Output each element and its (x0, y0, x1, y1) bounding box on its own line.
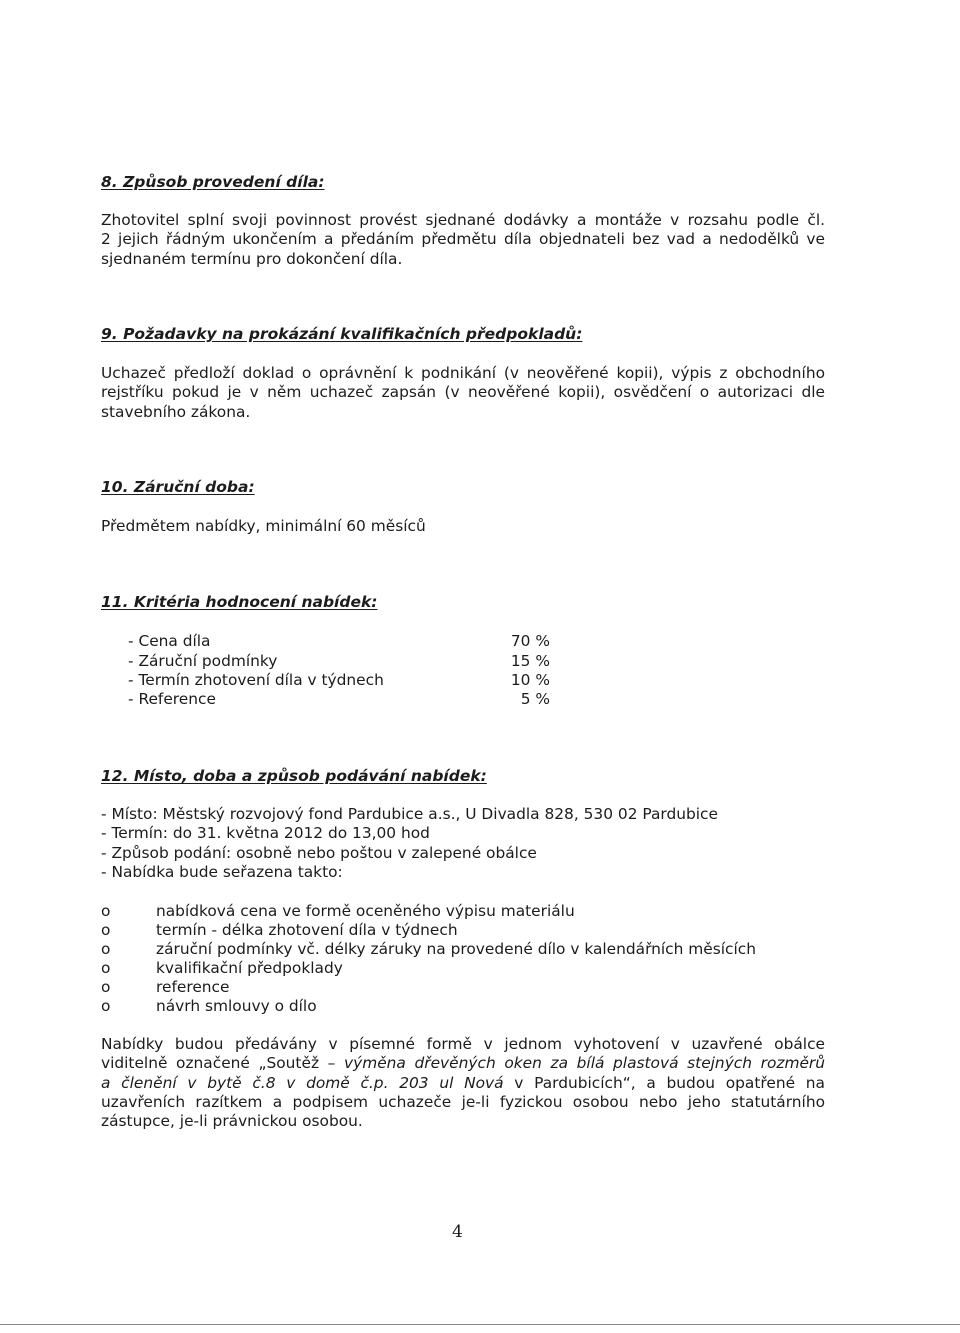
criterion-label: - Termín zhotovení díla v týdnech (128, 671, 384, 689)
instructions-text: viditelně označené „Soutěž – (101, 1054, 344, 1073)
list-item-text: záruční podmínky vč. délky záruky na provedené dílo v kalendářních měsících (156, 940, 757, 958)
section-10-text: Předmětem nabídky, minimální 60 měsíců (101, 517, 426, 535)
bullet-marker: o (101, 997, 111, 1015)
instructions-text: v Pardubicích“, a budou opatřené na (503, 1073, 825, 1092)
bullet-marker: o (101, 940, 111, 958)
scan-edge-line (0, 1324, 960, 1325)
section-9-line: Uchazeč předloží doklad o oprávnění k podnikání (v neověřené kopii), výpis z obchodního (101, 364, 825, 382)
contest-title-part: a členění v bytě č.8 v domě č.p. 203 ul Nová (101, 1073, 504, 1092)
list-item-text: termín - délka zhotovení díla v týdnech (156, 921, 458, 939)
submission-method: - Způsob podání: osobně nebo poštou v zalepené obálce (101, 843, 537, 862)
criterion-weight: 5 % (520, 690, 550, 708)
criterion-weight: 10 % (510, 671, 550, 689)
criterion-weight: 70 % (510, 632, 550, 650)
section-8-text (101, 211, 825, 269)
instructions-line (101, 1074, 825, 1093)
instructions-line: zástupce, je-li právnickou osobou. (101, 1112, 363, 1131)
criterion-label: - Reference (128, 690, 216, 708)
criterion-weight: 15 % (510, 652, 550, 670)
section-9-line: stavebního zákona. (101, 402, 251, 421)
bullet-marker: o (101, 921, 111, 939)
list-item-text: nabídková cena ve formě oceněného výpisu materiálu (156, 902, 575, 920)
list-item-text: návrh smlouvy o dílo (156, 997, 317, 1015)
bullet-marker: o (101, 902, 111, 920)
section-9-line: rejstříku pokud je v něm uchazeč zapsán (v neověřené kopii), osvědčení o autorizaci dle (101, 383, 825, 402)
section-8-line: 2 jejich řádným ukončením a předáním předmětu díla objednateli bez vad a nedodělků ve (101, 230, 825, 249)
section-12-details (101, 805, 825, 882)
criterion-label: - Cena díla (128, 632, 211, 650)
page-number: 4 (452, 1222, 463, 1242)
bullet-marker: o (101, 959, 111, 977)
instructions-line: uzavřeních razítkem a podpisem uchazeče je-li fyzickou osobou nebo jeho statutárního (101, 1092, 825, 1111)
criterion-row (128, 632, 550, 652)
criterion-row (128, 690, 550, 710)
section-12-heading: 12. Místo, doba a způsob podávání nabídek: (101, 767, 487, 785)
instructions-line (101, 1054, 825, 1073)
section-9-text (101, 364, 825, 422)
section-9-heading: 9. Požadavky na prokázání kvalifikačních předpokladů: (101, 325, 583, 343)
list-item-text: kvalifikační předpoklady (156, 959, 343, 977)
submission-deadline: - Termín: do 31. května 2012 do 13,00 hod (101, 824, 430, 843)
submission-place: - Místo: Městský rozvojový fond Pardubice a.s., U Divadla 828, 530 02 Pardubice (101, 805, 718, 823)
instructions-line: Nabídky budou předávány v písemné formě v jednom vyhotovení v uzavřené obálce (101, 1035, 825, 1053)
section-8-heading: 8. Způsob provedení díla: (101, 173, 325, 191)
section-10-heading: 10. Záruční doba: (101, 478, 255, 496)
criterion-row (128, 652, 550, 672)
bullet-marker: o (101, 978, 111, 996)
section-11-heading: 11. Kritéria hodnocení nabídek: (101, 593, 378, 611)
submission-instructions (101, 1035, 825, 1131)
section-8-line: Zhotovitel splní svoji povinnost provést sjednané dodávky a montáže v rozsahu podle čl. (101, 211, 825, 229)
criterion-label: - Záruční podmínky (128, 652, 278, 670)
contest-title-part: výměna dřevěných oken za bílá plastová stejných rozměrů (343, 1054, 826, 1073)
submission-order-intro: - Nabídka bude seřazena takto: (101, 862, 343, 881)
list-item-text: reference (156, 978, 230, 996)
section-8-line: sjednaném termínu pro dokončení díla. (101, 249, 403, 268)
criterion-row (128, 671, 550, 691)
